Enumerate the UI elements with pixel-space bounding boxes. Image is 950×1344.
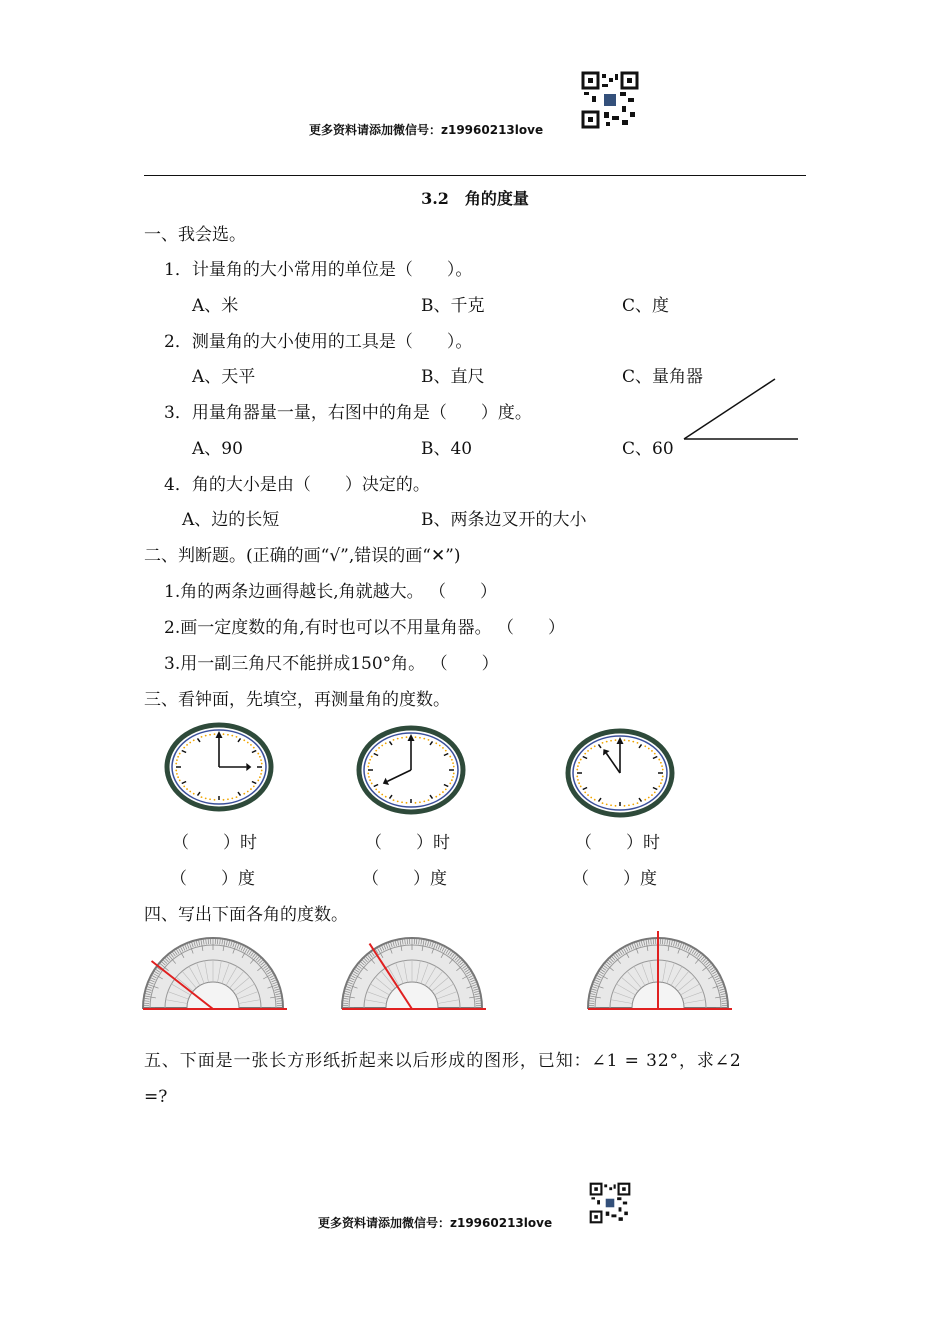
q1-option-b: B、千克 [421, 296, 485, 316]
clock-1-hour-blank: （ ）时 [172, 833, 257, 853]
q3-stem: 3．用量角器量一量，右图中的角是（ ）度。 [164, 403, 532, 423]
q2-stem: 2．测量角的大小使用的工具是（ ）。 [164, 332, 473, 352]
q3-option-a: A、90 [192, 439, 243, 459]
q1-option-c: C、度 [622, 296, 670, 316]
q4-stem: 4．角的大小是由（ ）决定的。 [164, 475, 430, 495]
section5-line-2: =? [144, 1087, 168, 1107]
q4-option-b: B、两条边叉开的大小 [421, 510, 587, 530]
section5-line-1: 五、下面是一张长方形纸折起来以后形成的图形，已知：∠1 = 32°，求∠2 [144, 1051, 742, 1071]
section1-heading: 一、我会选。 [144, 225, 246, 245]
q1-stem: 1．计量角的大小常用的单位是（ ）。 [164, 260, 473, 280]
clock-1-degree-blank: （ ）度 [170, 869, 255, 889]
q3-option-c: C、60 [622, 439, 674, 459]
section4-heading: 四、写出下面各角的度数。 [144, 905, 348, 925]
clock-2-hour-blank: （ ）时 [365, 833, 450, 853]
clock-3-degree-blank: （ ）度 [572, 869, 657, 889]
judge-item-1: 1.角的两条边画得越长,角就越大。 （ ） [164, 582, 498, 602]
page-title: 3.2 角的度量 [421, 189, 529, 208]
section3-heading: 三、看钟面，先填空，再测量角的度数。 [144, 690, 450, 710]
section2-heading: 二、判断题。(正确的画“√”,错误的画“✕”) [144, 546, 461, 566]
q2-option-c: C、量角器 [622, 367, 704, 387]
judge-item-3: 3.用一副三角尺不能拼成150°角。 （ ） [164, 654, 499, 674]
clock-3-hour-blank: （ ）时 [575, 833, 660, 853]
q2-option-b: B、直尺 [421, 367, 485, 387]
q3-option-b: B、40 [421, 439, 473, 459]
q2-option-a: A、天平 [192, 367, 256, 387]
q1-option-a: A、米 [192, 296, 239, 316]
q4-option-a: A、边的长短 [182, 510, 280, 530]
footer-qr-code [590, 1183, 630, 1223]
judge-item-2: 2.画一定度数的角,有时也可以不用量角器。 （ ） [164, 618, 566, 638]
footer-wechat-text: 更多资料请添加微信号：z19960213love [318, 1216, 553, 1230]
header-wechat-text: 更多资料请添加微信号：z19960213love [309, 123, 544, 137]
clock-2-degree-blank: （ ）度 [362, 869, 447, 889]
